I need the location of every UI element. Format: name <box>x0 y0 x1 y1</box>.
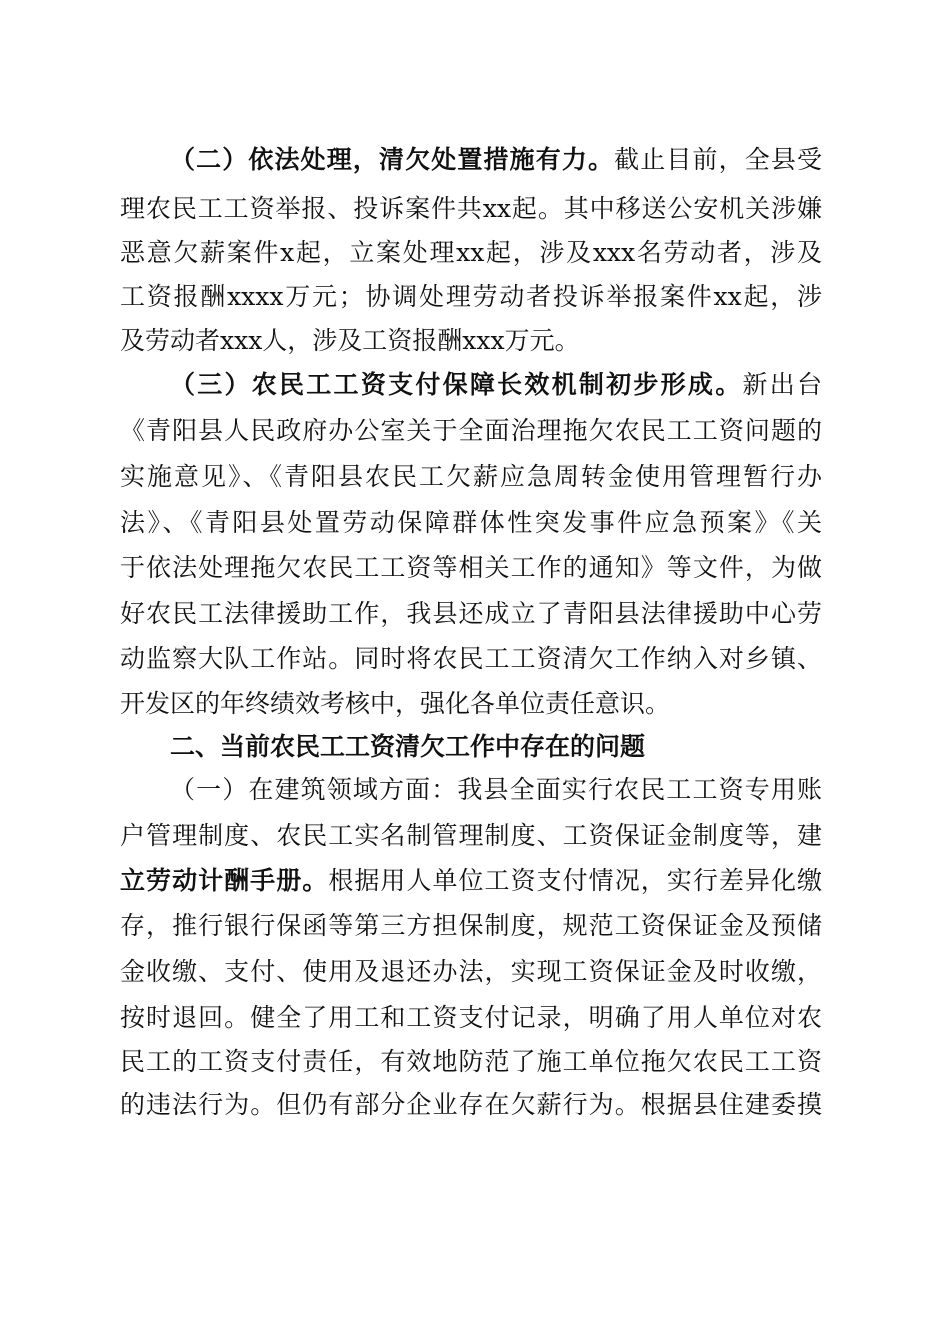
paragraph-sec2-line-3: 恶意欠薪案件x起，立案处理xx起，涉及xxx名劳动者，涉及 <box>120 238 822 267</box>
paragraph-sec3-line-3: 实施意见》、《青阳县农民工欠薪应急周转金使用管理暂行办 <box>120 462 822 491</box>
sec3-lead: （三）农民工工资支付保障长效机制初步形成。 <box>170 370 743 399</box>
sec2-lead: （二）依法处理，清欠处置措施有力。 <box>170 145 615 174</box>
paragraph-sec3-line-5: 于依法处理拖欠农民工工资等相关工作的通知》等文件，为做 <box>120 553 822 582</box>
paragraph-sec2-line-4: 工资报酬xxxx万元；协调处理劳动者投诉举报案件xx起，涉 <box>120 282 822 311</box>
sec3-line-1-rest: 新出台 <box>742 370 822 399</box>
paragraph-sec3-line-4: 法》、《青阳县处置劳动保障群体性突发事件应急预案》《关 <box>120 508 822 537</box>
paragraph-sec3-line-8: 开发区的年终绩效考核中，强化各单位责任意识。 <box>120 689 671 718</box>
sub1-line-3-rest: 根据用人单位工资支付情况，实行差异化缴 <box>328 866 822 895</box>
paragraph-sub1-line-2: 户管理制度、农民工实名制管理制度、工资保证金制度等，建 <box>120 821 822 850</box>
paragraph-sub1-line-6: 按时退回。健全了用工和工资支付记录，明确了用人单位对农 <box>120 1003 822 1032</box>
paragraph-sec3-line-6: 好农民工法律援助工作，我县还成立了青阳县法律援助中心劳 <box>120 599 822 628</box>
paragraph-sec2-line-2: 理农民工工资举报、投诉案件共xx起。其中移送公安机关涉嫌 <box>120 194 822 223</box>
paragraph-sub1-line-3 <box>120 859 822 903</box>
paragraph-sec2-line-5: 及劳动者xxx人，涉及工资报酬xxx万元。 <box>120 326 580 355</box>
sec2-line-1-rest: 截止目前，全县受 <box>614 145 822 174</box>
paragraph-sub1-line-1: （一）在建筑领域方面：我县全面实行农民工工资专用账 <box>170 775 822 804</box>
paragraph-sub1-line-8: 的违法行为。但仍有部分企业存在欠薪行为。根据县住建委摸 <box>120 1090 822 1119</box>
paragraph-sub1-line-7: 民工的工资支付责任，有效地防范了施工单位拖欠农民工工资 <box>120 1047 822 1076</box>
paragraph-sec3-line-2: 《青阳县人民政府办公室关于全面治理拖欠农民工工资问题的 <box>120 416 822 445</box>
paragraph-sub1-line-5: 金收缴、支付、使用及退还办法，实现工资保证金及时收缴， <box>120 957 822 986</box>
section-heading: 二、当前农民工工资清欠工作中存在的问题 <box>170 732 646 761</box>
sub1-line-3-bold: 立劳动计酬手册。 <box>120 866 329 895</box>
paragraph-sec2-line-1 <box>170 138 822 182</box>
paragraph-sub1-line-4: 存，推行银行保函等第三方担保制度，规范工资保证金及预储 <box>120 911 822 940</box>
paragraph-sec3-line-1 <box>170 363 822 407</box>
paragraph-sec3-line-7: 动监察大队工作站。同时将农民工工资清欠工作纳入对乡镇、 <box>120 644 822 673</box>
